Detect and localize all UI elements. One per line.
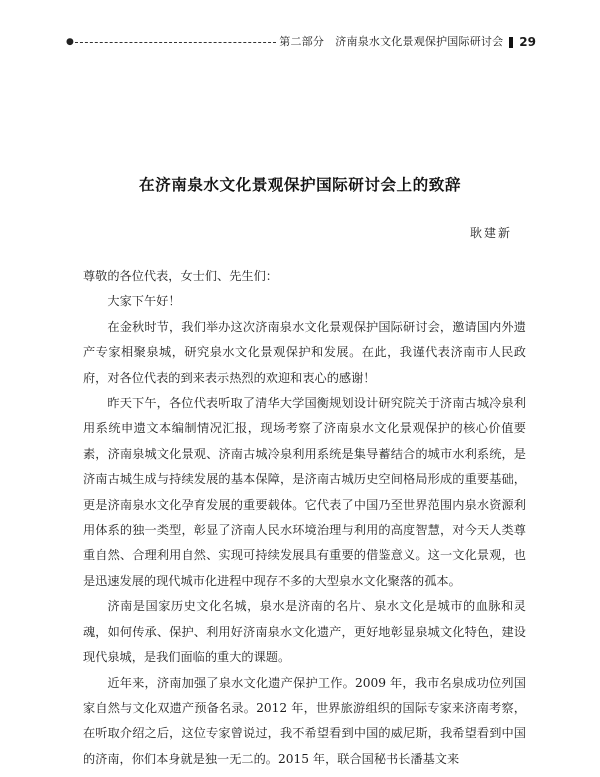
header-dashed-rule (75, 42, 276, 43)
running-header (66, 34, 536, 50)
paragraph: 近年来，济南加强了泉水文化遗产保护工作。2009 年，我市名泉成功位列国家自然与文化双遗产预备名录。2012 年，世界旅游组织的国际专家来济南考察，在听取介绍之后，这位专家曾说过，我不希望看到中国的威尼斯，我希望看到中国的济南，你们本身就是独一无二的。2015 年，联合国秘书长潘基文来 (83, 675, 526, 766)
section-title: 第二部分 济南泉水文化景观保护国际研讨会 (279, 35, 504, 48)
header-separator-bar (509, 37, 513, 48)
paragraph: 昨天下午，各位代表听取了清华大学国衡规划设计研究院关于济南古城冷泉利用系统申遗文本编制情况汇报，现场考察了济南泉水文化景观保护的核心价值要素，济南泉城文化景观、济南古城冷泉利用系统是集导蓄结合的城市水利系统，是济南古城生成与持续发展的基本保障，是济南古城历史空间格局形成的重要基础，更是济南泉水文化孕育发展的重要载体。它代表了中国乃至世界范围内泉水资源利用体系的独一类型，彰显了济南人民水环境治理与利用的高度智慧，对今天人类尊重自然、合理利用自然、实现可持续发展具有重要的借鉴意义。这一文化景观，也是迅速发展的现代城市化进程中现存不多的大型泉水文化聚落的孤本。 (83, 396, 526, 588)
document-title: 在济南泉水文化景观保护国际研讨会上的致辞 (139, 176, 461, 194)
body-text (83, 264, 526, 772)
salutation: 尊敬的各位代表，女士们、先生们： (83, 269, 278, 283)
bullet-dot-icon: ● (66, 37, 74, 47)
paragraph: 在金秋时节，我们举办这次济南泉水文化景观保护国际研讨会，邀请国内外遗产专家相聚泉城，研究泉水文化景观保护和发展。在此，我谨代表济南市人民政府，对各位代表的到来表示热烈的欢迎和衷心的感谢！ (83, 319, 526, 385)
paragraph: 济南是国家历史文化名城，泉水是济南的名片、泉水文化是城市的血脉和灵魂，如何传承、保护、利用好济南泉水文化遗产，更好地彰显泉城文化特色，建设现代泉城，是我们面临的重大的课题。 (83, 599, 526, 665)
greeting: 大家下午好！ (107, 294, 181, 309)
author-name: 耿建新 (469, 226, 512, 240)
page-number: 29 (519, 35, 536, 49)
